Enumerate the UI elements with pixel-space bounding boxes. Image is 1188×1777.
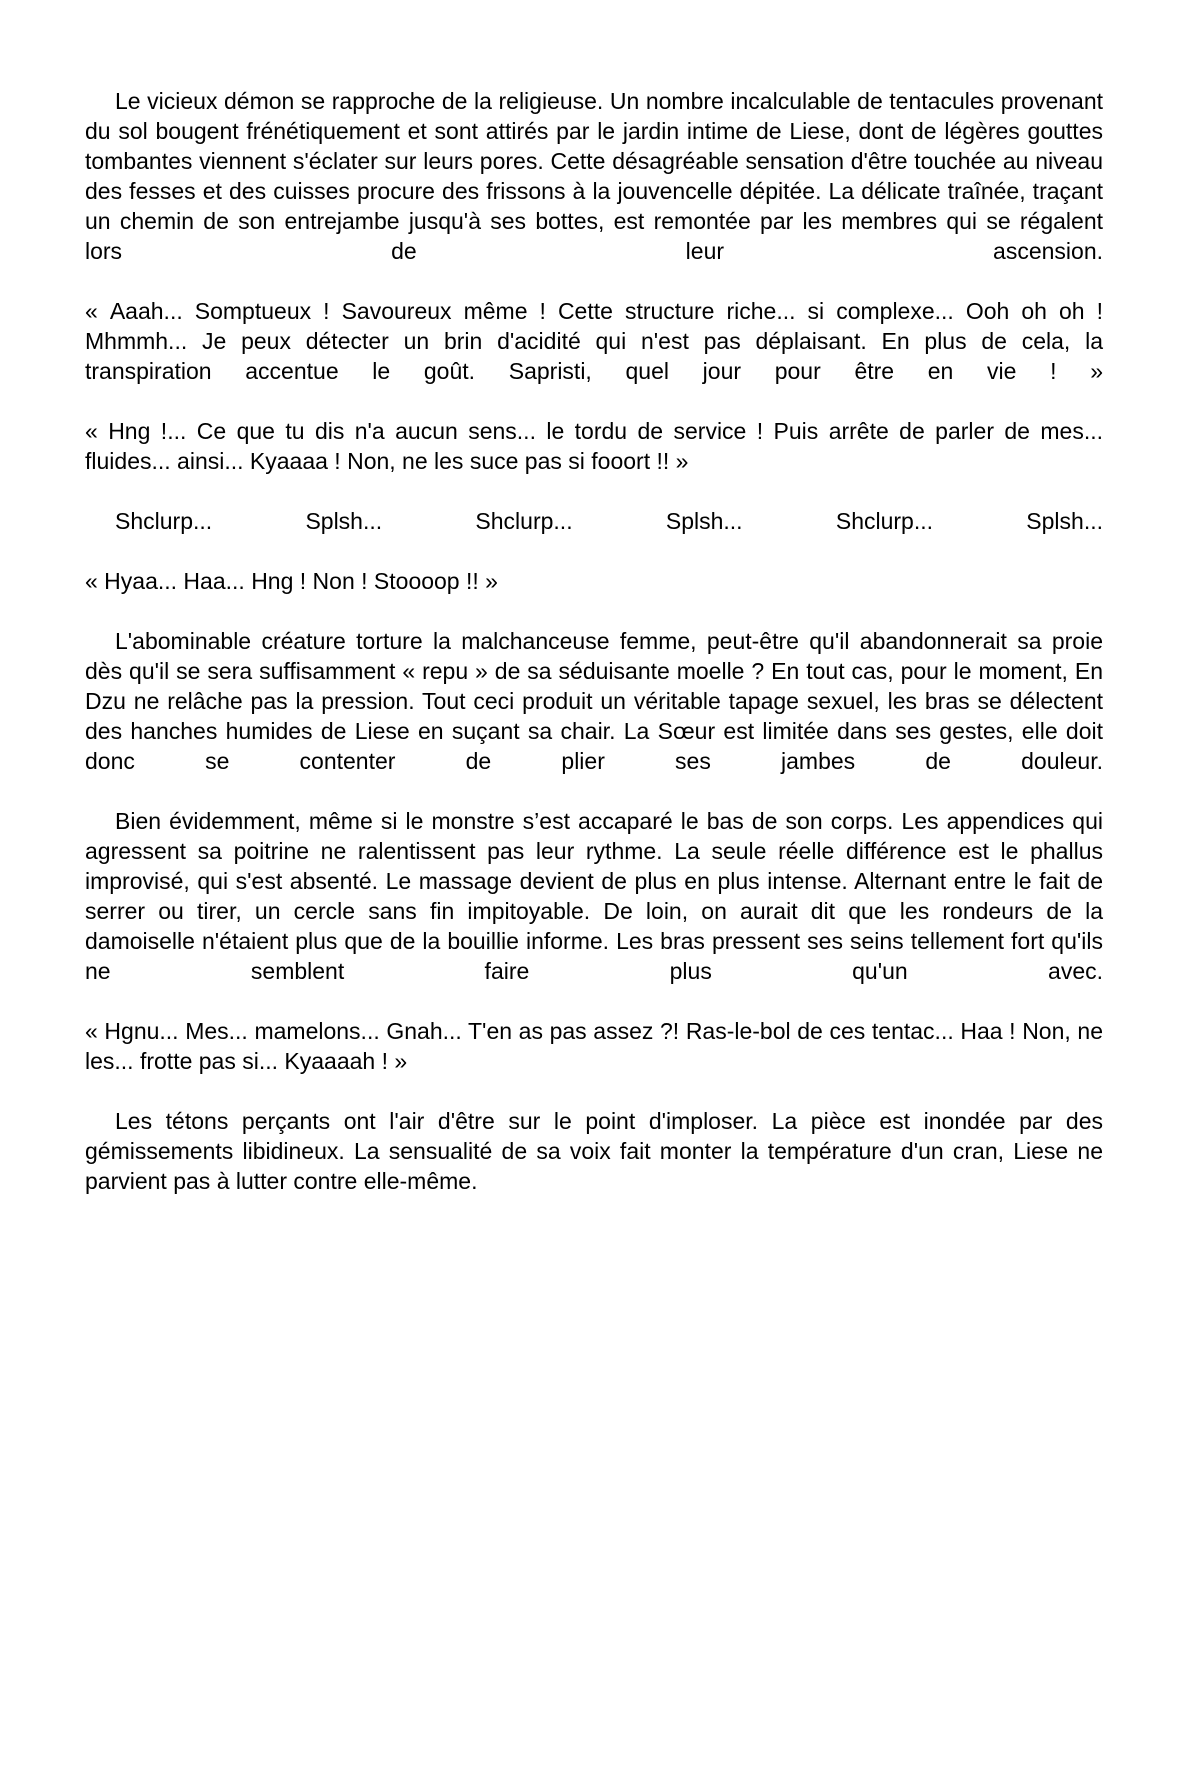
onomatopoeia-line: Shclurp... Splsh... Shclurp... Splsh... Shclurp... Splsh... [115, 508, 1103, 534]
narration-paragraph-3: Bien évidemment, même si le monstre s’est accaparé le bas de son corps. Les appendices qui agressent sa poitrine ne ralentissent pas leur rythme. La seule réelle différence est le phallus improvisé, qui s'est absenté. Le massage devient de plus en plus intense. Alternant entre le fait de serrer ou tirer, un cercle sans fin impitoyable. De loin, on aurait dit que les rondeurs de la damoiselle n'étaient plus que de la bouillie informe. Les bras pressent ses seins tellement fort qu'ils ne semblent faire plus qu'un avec. [85, 808, 1103, 984]
dialogue-paragraph-4: « Hgnu... Mes... mamelons... Gnah... T'en as pas assez ?! Ras-le-bol de ces tentac... Haa ! Non, ne les... frotte pas si... Kyaaaah ! » [85, 1018, 1103, 1074]
dialogue-paragraph-3: « Hyaa... Haa... Hng ! Non ! Stoooop !! » [85, 568, 498, 594]
dialogue-paragraph-1: « Aaah... Somptueux ! Savoureux même ! Cette structure riche... si complexe... Ooh oh oh ! Mhmmh... Je peux détecter un brin d'acidité qui n'est pas déplaisant. En plus de cela, la transpiration accentue le goût. Sapristi, quel jour pour être en vie ! » [85, 298, 1103, 384]
narration-paragraph-1: Le vicieux démon se rapproche de la religieuse. Un nombre incalculable de tentacules provenant du sol bougent frénétiquement et sont attirés par le jardin intime de Liese, dont de légères gouttes tombantes viennent s'éclater sur leurs pores. Cette désagréable sensation d'être touchée au niveau des fesses et des cuisses procure des frissons à la jouvencelle dépitée. La délicate traînée, traçant un chemin de son entrejambe jusqu'à ses bottes, est remontée par les membres qui se régalent lors de leur ascension. [85, 88, 1103, 264]
narration-paragraph-4: Les tétons perçants ont l'air d'être sur le point d'imploser. La pièce est inondée par des gémissements libidineux. La sensualité de sa voix fait monter la température d'un cran, Liese ne parvient pas à lutter contre elle-même. [85, 1108, 1103, 1194]
dialogue-paragraph-2: « Hng !... Ce que tu dis n'a aucun sens... le tordu de service ! Puis arrête de parler de mes... fluides... ainsi... Kyaaaa ! Non, ne les suce pas si fooort !! » [85, 418, 1103, 474]
narration-paragraph-2: L'abominable créature torture la malchanceuse femme, peut-être qu'il abandonnerait sa proie dès qu'il se sera suffisamment « repu » de sa séduisante moelle ? En tout cas, pour le moment, En Dzu ne relâche pas la pression. Tout ceci produit un véritable tapage sexuel, les bras se délectent des hanches humides de Liese en suçant sa chair. La Sœur est limitée dans ses gestes, elle doit donc se contenter de plier ses jambes de douleur. [85, 628, 1103, 774]
